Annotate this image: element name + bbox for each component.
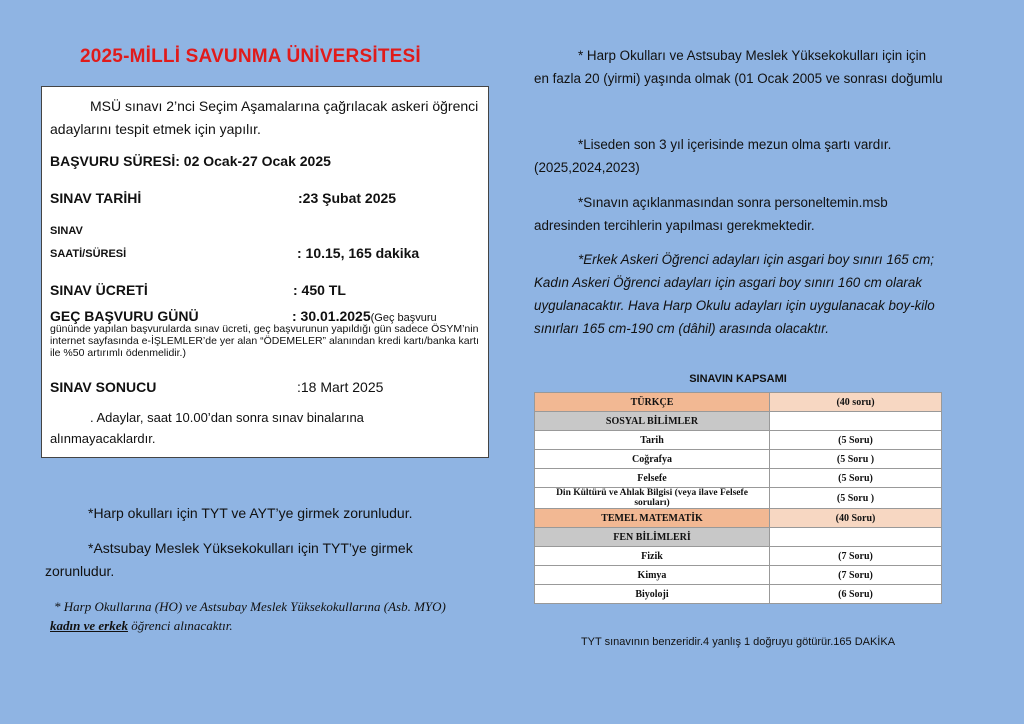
intro-text: MSÜ sınavı 2’nci Seçim Aşamalarına çağrılacak askeri öğrenci adaylarını tespit etmek için yapılır. [50, 98, 479, 137]
scope-subject: Felsefe [535, 469, 770, 488]
scope-count: (6 Soru) [770, 585, 942, 604]
exam-info-box [41, 86, 489, 458]
exam-time-label-1: SINAV [50, 225, 83, 237]
scope-row [535, 412, 942, 431]
scope-row [535, 450, 942, 469]
scope-count: (5 Soru ) [770, 450, 942, 469]
scope-row [535, 528, 942, 547]
scope-subject: Kimya [535, 566, 770, 585]
result-value: :18 Mart 2025 [297, 379, 384, 395]
scope-row [535, 431, 942, 450]
scope-row [535, 488, 942, 509]
scope-subject: TÜRKÇE [535, 393, 770, 412]
gender-note-emphasis: kadın ve erkek [50, 618, 128, 633]
scope-subject: Fizik [535, 547, 770, 566]
scope-row [535, 469, 942, 488]
scope-count: (7 Soru) [770, 566, 942, 585]
military-academy-note: *Harp okulları için TYT ve AYT’ye girmek zorunludur. [88, 505, 413, 521]
late-application-value: : 30.01.2025 [292, 308, 371, 324]
scope-count: (40 Soru) [770, 509, 942, 528]
scope-count [770, 412, 942, 431]
scope-subject: TEMEL MATEMATİK [535, 509, 770, 528]
exam-date-label: SINAV TARİHİ [50, 190, 142, 206]
scope-count: (7 Soru) [770, 547, 942, 566]
scope-subject: SOSYAL BİLİMLER [535, 412, 770, 431]
page-title: 2025-MİLLİ SAVUNMA ÜNİVERSİTESİ [80, 46, 421, 67]
fee-label: SINAV ÜCRETİ [50, 282, 148, 298]
scope-count: (5 Soru) [770, 469, 942, 488]
exam-time-value: : 10.15, 165 dakika [297, 245, 420, 261]
gender-note-end: öğrenci alınacaktır. [127, 618, 233, 633]
late-application-label: GEÇ BAŞVURU GÜNÜ [50, 308, 199, 324]
gender-note [50, 597, 475, 635]
exam-date-value: :23 Şubat 2025 [298, 190, 397, 206]
graduation-requirement-note: *Liseden son 3 yıl içerisinde mezun olma şartı vardır.(2025,2024,2023) [534, 137, 892, 175]
scope-row [535, 547, 942, 566]
scope-count [770, 528, 942, 547]
scope-row [535, 509, 942, 528]
candidates-note: . Adaylar, saat 10.00’dan sonra sınav binalarına alınmayacaklardır. [50, 410, 364, 446]
scope-count: (5 Soru) [770, 431, 942, 450]
scope-row [535, 393, 942, 412]
scope-subject: Coğrafya [535, 450, 770, 469]
preference-note: *Sınavın açıklanmasından sonra personeltemin.msb adresinden tercihlerin yapılması gerekmektedir. [534, 195, 888, 233]
late-application-note-start: (Geç başvuru [370, 312, 437, 324]
fee-value: : 450 TL [293, 282, 346, 298]
late-application-note: gününde yapılan başvurularda sınav ücreti, geç başvurunun yapıldığı gün sadece ÖSYM’nin internet sayfasında e-İŞLEMLER’de yer alan “ÖDEMELER” alanından kredi kartı/banka kartı ile %50 artırımlı ödenmelidir.) [50, 323, 479, 359]
nco-school-note: *Astsubay Meslek Yüksekokulları için TYT’ye girmek zorunludur. [45, 540, 413, 579]
exam-scope-title: SINAVIN KAPSAMI [689, 373, 787, 385]
gender-note-start: * Harp Okullarına (HO) ve Astsubay Meslek Yüksekokullarına (Asb. MYO) [54, 599, 446, 614]
scope-subject: FEN BİLİMLERİ [535, 528, 770, 547]
exam-time-label-2: SAATİ/SÜRESİ [50, 248, 127, 260]
scope-count: (5 Soru ) [770, 488, 942, 509]
height-requirement-note: *Erkek Askeri Öğrenci adayları için asgari boy sınırı 165 cm; Kadın Askeri Öğrenci adayları için asgari boy sınırı 160 cm olarak uygulanacaktır. Hava Harp Okulu adayları için uygulanacak boy-kilo sınırları 165 cm-190 cm (dâhil) arasında olacaktır. [534, 252, 935, 336]
exam-scope-footer: TYT sınavının benzeridir.4 yanlış 1 doğruyu götürür.165 DAKİKA [580, 636, 896, 648]
scope-subject: Din Kültürü ve Ahlak Bilgisi (veya ilave Felsefe soruları) [535, 488, 770, 509]
exam-scope-table [534, 392, 942, 604]
scope-row [535, 585, 942, 604]
scope-subject: Biyoloji [535, 585, 770, 604]
application-period: BAŞVURU SÜRESİ: 02 Ocak-27 Ocak 2025 [50, 153, 331, 169]
result-label: SINAV SONUCU [50, 379, 157, 395]
age-requirement-note: * Harp Okulları ve Astsubay Meslek Yüksekokulları için için en fazla 20 (yirmi) yaşında olmak (01 Ocak 2005 ve sonrası doğumlu [534, 48, 943, 86]
scope-count: (40 soru) [770, 393, 942, 412]
scope-row [535, 566, 942, 585]
scope-subject: Tarih [535, 431, 770, 450]
